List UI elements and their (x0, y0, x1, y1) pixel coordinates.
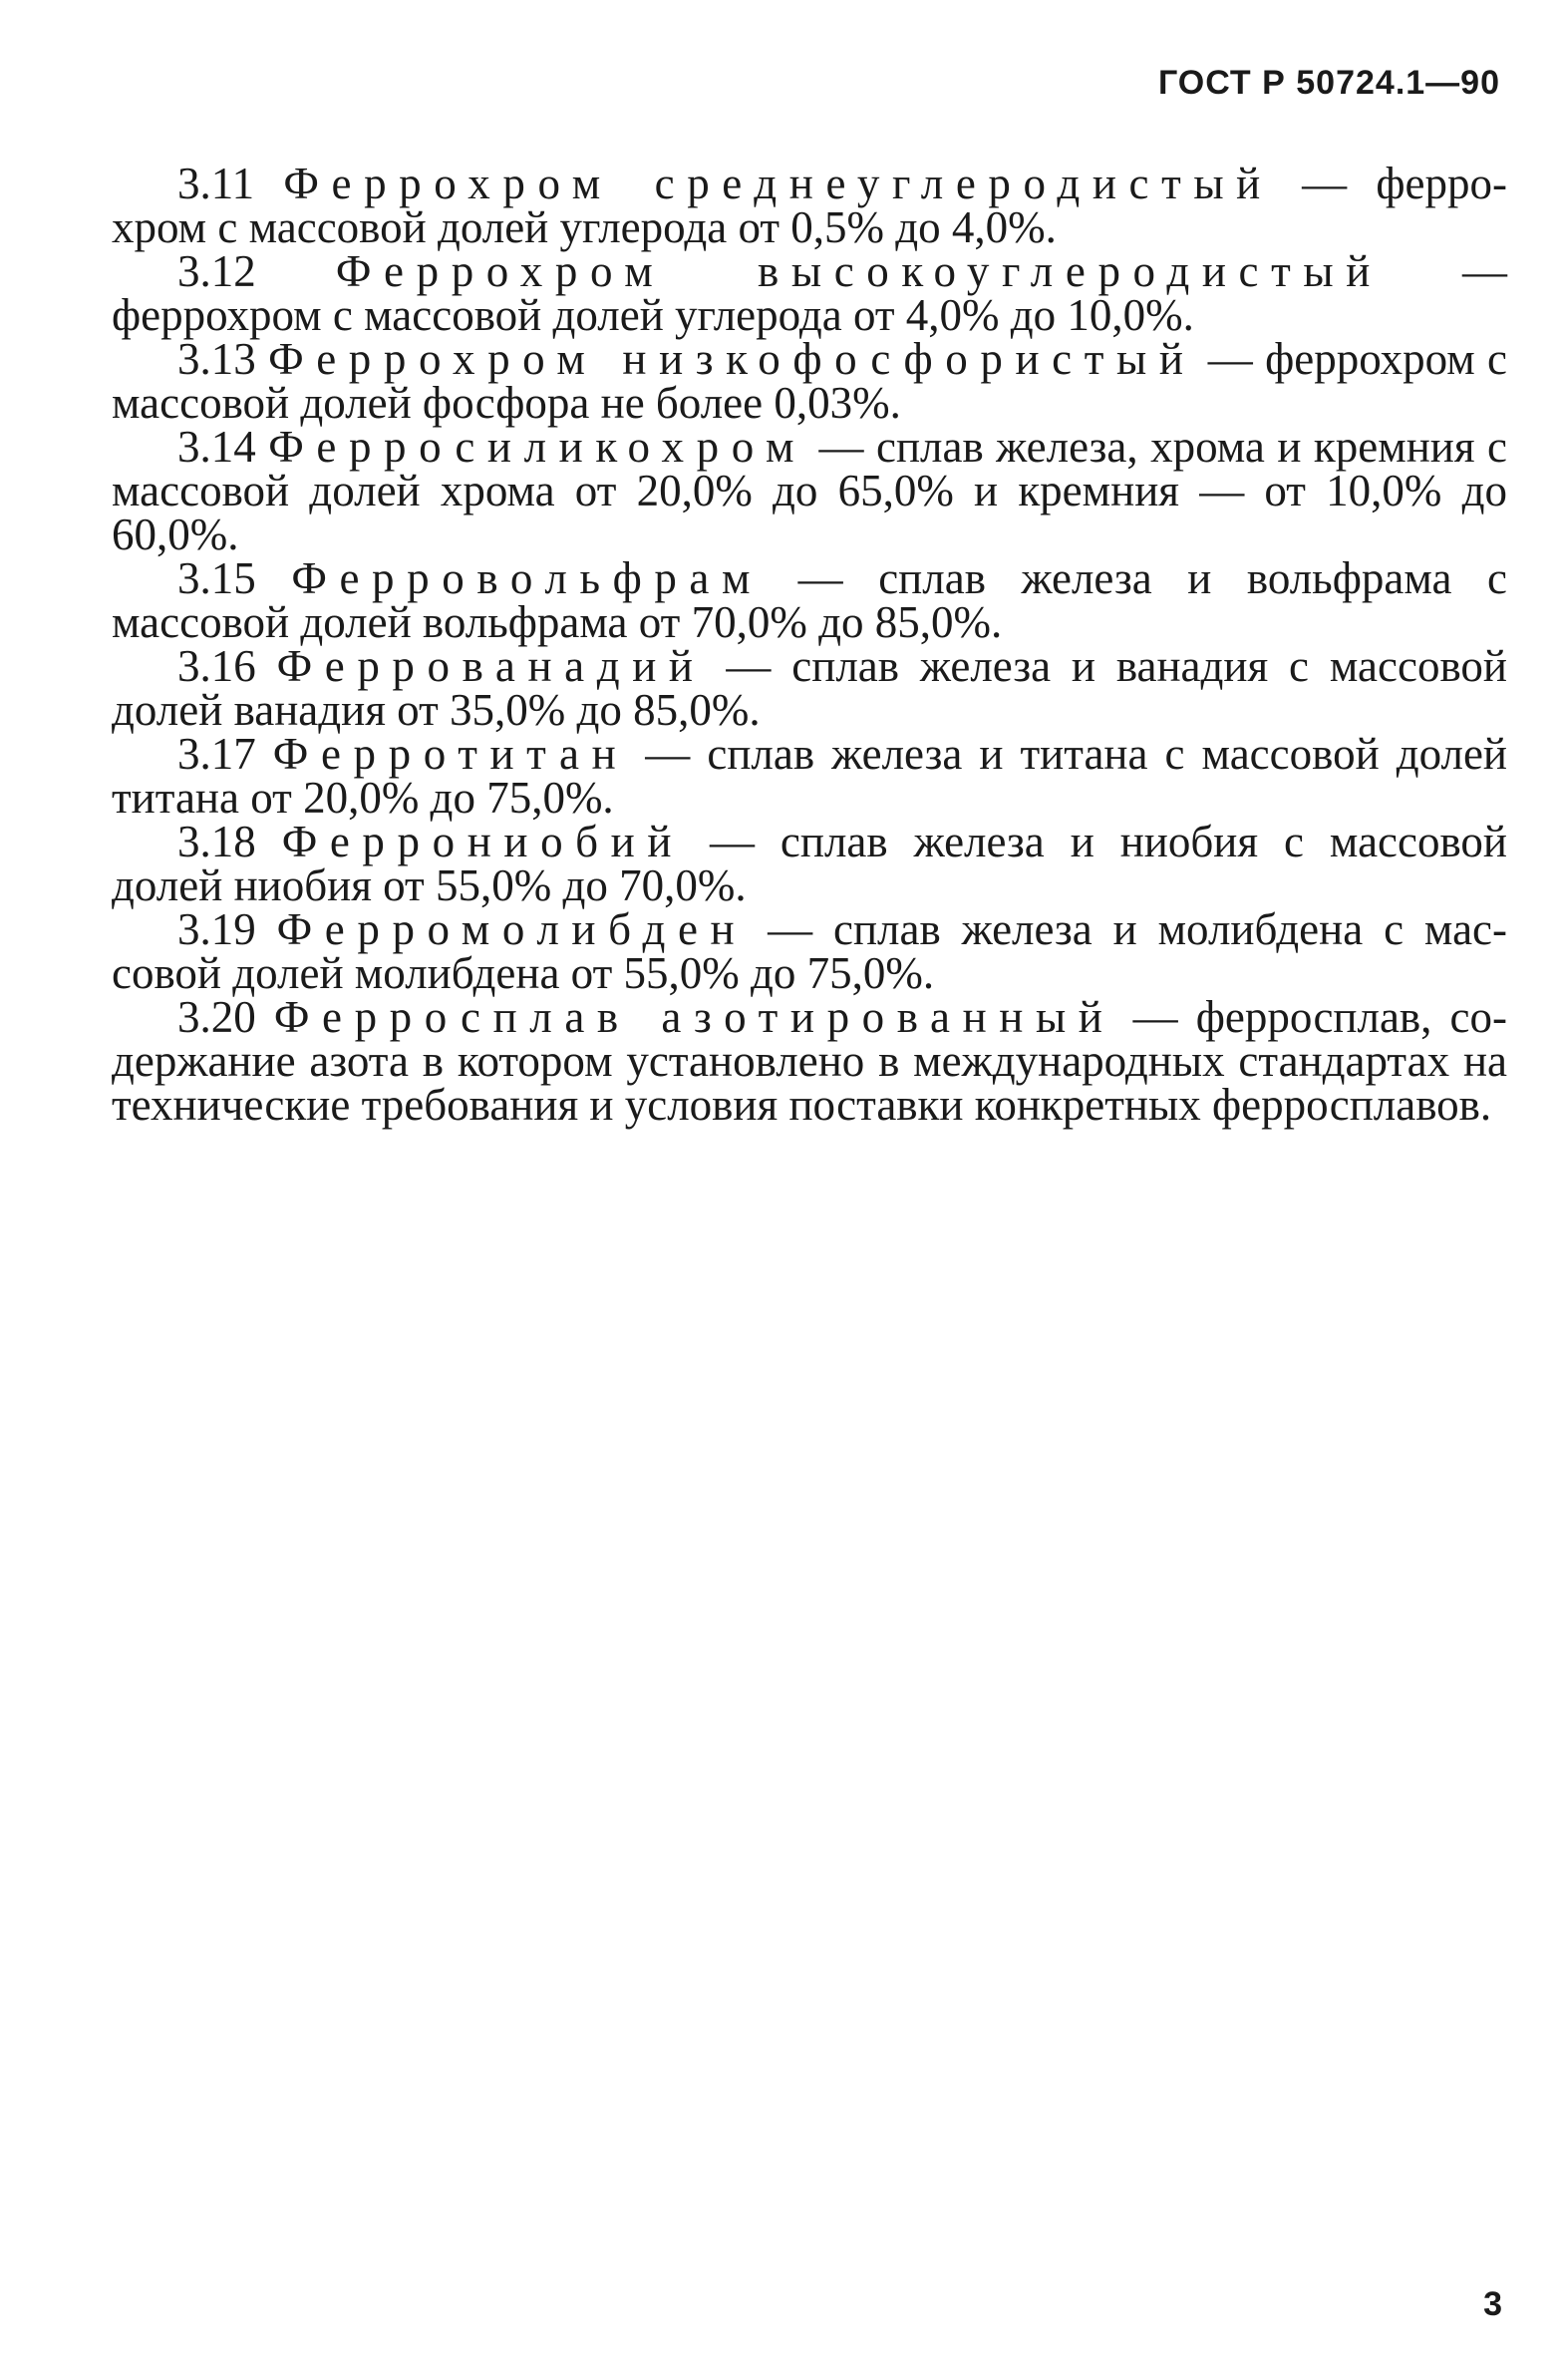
entry-number: 3.11 (177, 159, 255, 208)
entry-term: Ферромолибден (276, 904, 748, 954)
entry-number: 3.20 (177, 992, 256, 1042)
entry-term: Ферросплав азотированный (273, 992, 1115, 1042)
entry-number: 3.14 (177, 422, 256, 472)
entry-definition: сплав железа и молибдена с массовой долей молибдена от 55,0% до 75,0%. (112, 904, 1508, 998)
definitions-list (112, 159, 1508, 1130)
definition-entry: 3.13 Феррохром низкофосфористый — феррохром с массовой долей фосфора не более 0,03%. (112, 334, 1508, 428)
entry-number: 3.12 (177, 246, 256, 296)
entry-definition: сплав железа и ванадия с массовой долей ванадия от 35,0% до 85,0%. (112, 641, 1507, 735)
entry-term: Феррохром высокоуглеродистый (335, 246, 1383, 296)
entry-definition: феррохром с массовой долей фосфора не более 0,03%. (112, 334, 1508, 428)
definition-entry: 3.19 Ферромолибден — сплав железа и молибдена с массовой долей молибдена от 55,0% до 75,0%. (112, 904, 1508, 998)
entry-number: 3.16 (177, 641, 256, 691)
entry-term: Феррониобий (281, 817, 685, 866)
entry-definition: феррохром с массовой долей углерода от 4,0% до 10,0%. (112, 290, 1194, 340)
entry-definition: сплав железа и титана с массовой долей титана от 20,0% до 75,0%. (112, 729, 1508, 823)
definition-entry: 3.11 Феррохром среднеуглеродистый — феррохром с массовой долей углерода от 0,5% до 4,0%. (112, 159, 1508, 252)
entry-term: Феррохром низкофосфористый (268, 334, 1196, 384)
definition-entry: 3.18 Феррониобий — сплав железа и ниобия с массовой долей ниобия от 55,0% до 70,0%. (112, 817, 1508, 910)
entry-term: Ферросиликохром (268, 422, 807, 472)
entry-term: Ферротитан (272, 729, 629, 779)
definition-entry: 3.16 Феррованадий — сплав железа и ванадия с массовой долей ванадия от 35,0% до 85,0%. (112, 641, 1507, 735)
entry-definition: ферросплав, содержание азота в котором установлено в международных стандартах на технические требования и условия поставки конкретных ферросплавов. (112, 992, 1507, 1130)
entry-number: 3.18 (177, 817, 256, 866)
page-number: 3 (1483, 2285, 1502, 2323)
entry-term: Феррохром среднеуглеродистый (283, 159, 1273, 208)
entry-definition: феррохром с массовой долей углерода от 0,5% до 4,0%. (112, 159, 1508, 252)
entry-definition: сплав железа, хрома и кремния с массовой долей хрома от 20,0% до 65,0% и кремния — от 10,0% до 60,0%. (112, 422, 1508, 559)
entry-number: 3.17 (177, 729, 256, 779)
entry-term: Ферровольфрам (291, 553, 764, 603)
definition-entry: 3.17 Ферротитан — сплав железа и титана с массовой долей титана от 20,0% до 75,0%. (112, 729, 1508, 823)
definition-entry: 3.15 Ферровольфрам — сплав железа и вольфрама с массовой долей вольфрама от 70,0% до 85,0%. (112, 553, 1508, 647)
entry-term: Феррованадий (276, 641, 706, 691)
entry-number: 3.13 (177, 334, 256, 384)
definition-entry: 3.14 Ферросиликохром — сплав железа, хрома и кремния с массовой долей хрома от 20,0% до 65,0% и кремния — от 10,0% до 60,0%. (112, 422, 1508, 559)
standard-designation: ГОСТ Р 50724.1—90 (1157, 64, 1500, 102)
definition-entry: 3.12 Феррохром высокоуглеродистый — феррохром с массовой долей углерода от 4,0% до 10,0%. (112, 246, 1507, 340)
entry-definition: сплав железа и ниобия с массовой долей ниобия от 55,0% до 70,0%. (112, 817, 1508, 910)
entry-definition: сплав железа и вольфрама с массовой долей вольфрама от 70,0% до 85,0%. (112, 553, 1508, 647)
entry-number: 3.19 (177, 904, 256, 954)
entry-number: 3.15 (177, 553, 256, 603)
definition-entry: 3.20 Ферросплав азотированный — ферросплав, содержание азота в котором установлено в международных стандартах на технические требования и условия поставки конкретных ферросплавов. (112, 992, 1507, 1130)
